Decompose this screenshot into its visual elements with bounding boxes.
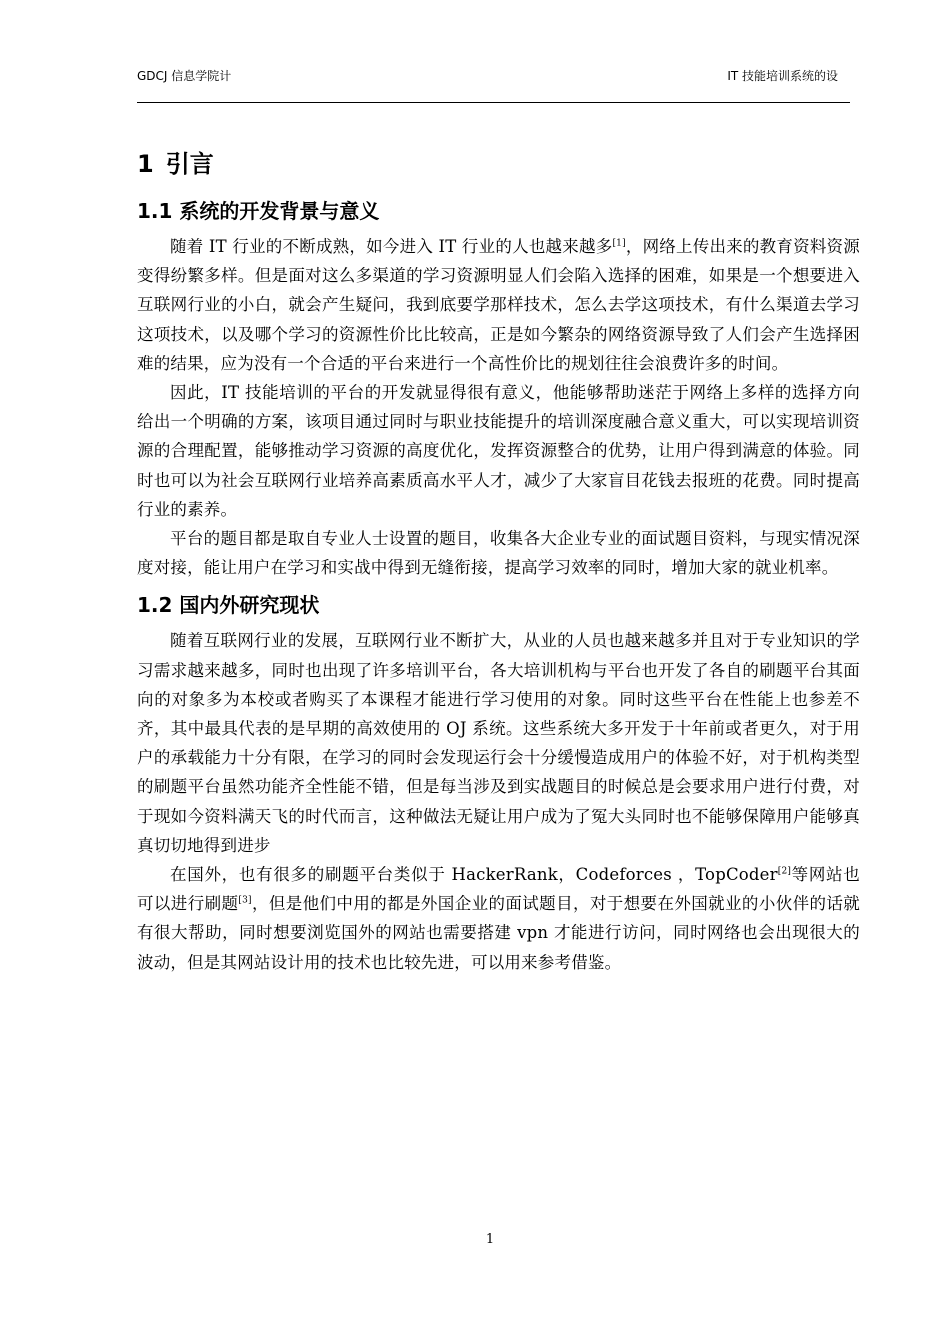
- chapter-number: 1: [137, 150, 154, 178]
- chapter-title: 引言: [165, 150, 214, 178]
- section-heading-1-1: 1.1 系统的开发背景与意义: [137, 199, 380, 223]
- citation-2[interactable]: [2]: [777, 866, 792, 877]
- paragraph-research-1: 随着互联网行业的发展，互联网行业不断扩大，从业的人员也越来越多并且对于专业知识的学习需求越来越多，同时也出现了许多培训平台，各大培训机构与平台也开发了各自的刷题平台其面向的对象多为本校或者购买了本课程才能进行学习使用的对象。同时这些平台在性能上也参差不齐，其中最具代表的是早期的高效使用的 OJ 系统。这些系统大多开发于十年前或者更久，对于用户的承载能力十分有限，在学习的同时会发现运行会十分缓慢造成用户的体验不好，对于机构类型的刷题平台虽然功能齐全性能不错，但是每当涉及到实战题目的时候总是会要求用户进行付费，对于现如今资料满天飞的时代而言，这种做法无疑让用户成为了冤大头同时也不能够保障用户能够真真切切地得到进步: [137, 631, 860, 855]
- citation-3[interactable]: [3]: [238, 895, 252, 906]
- paragraph-background-1: 随着 IT 行业的不断成熟，如今进入 IT 行业的人也越来越多[1]，网络上传出来的教育资料资源变得纷繁多样。但是面对这么多渠道的学习资源明显人们会陷入选择的困难，如果是一个想要进入互联网行业的小白，就会产生疑问，我到底要学那样技术，怎么去学这项技术，有什么渠道去学习这项技术，以及哪个学习的资源性价比比较高，正是如今繁杂的网络资源导致了人们会产生选择困难的结果，应为没有一个合适的平台来进行一个高性价比的规划往往会浪费许多的时间。: [137, 237, 860, 373]
- page-number: 1: [485, 1232, 495, 1247]
- section-heading-1-2: 1.2 国内外研究现状: [137, 593, 320, 618]
- header-document-title: IT 技能培训系统的设: [727, 69, 838, 83]
- header-institution: GDCJ 信息学院计: [137, 69, 232, 83]
- chapter-heading: [137, 140, 860, 188]
- page-content: [137, 140, 860, 977]
- page-header: [137, 68, 850, 103]
- citation-1[interactable]: [1]: [612, 238, 626, 249]
- paragraph-background-2: 因此，IT 技能培训的平台的开发就显得很有意义，他能够帮助迷茫于网络上多样的选择方向给出一个明确的方案，该项目通过同时与职业技能提升的培训深度融合意义重大，可以实现培训资源的合理配置，能够推动学习资源的高度优化，发挥资源整合的优势，让用户得到满意的体验。同时也可以为社会互联网行业培养高素质高水平人才，减少了大家盲目花钱去报班的花费。同时提高行业的素养。: [137, 383, 860, 519]
- paragraph-background-3: 平台的题目都是取自专业人士设置的题目，收集各大企业专业的面试题目资料，与现实情况深度对接，能让用户在学习和实战中得到无缝衔接，提高学习效率的同时，增加大家的就业机率。: [137, 529, 860, 578]
- paragraph-research-2: 在国外，也有很多的刷题平台类似于 HackerRank，Codeforces ，TopCoder[2]等网站也可以进行刷题[3]，但是他们中用的都是外国企业的面试题目，对于想要在外国就业的小伙伴的话就有很大帮助，同时想要浏览国外的网站也需要搭建 vpn 才能进行访问，同时网络也会出现很大的波动，但是其网站设计用的技术也比较先进，可以用来参考借鉴。: [137, 865, 861, 972]
